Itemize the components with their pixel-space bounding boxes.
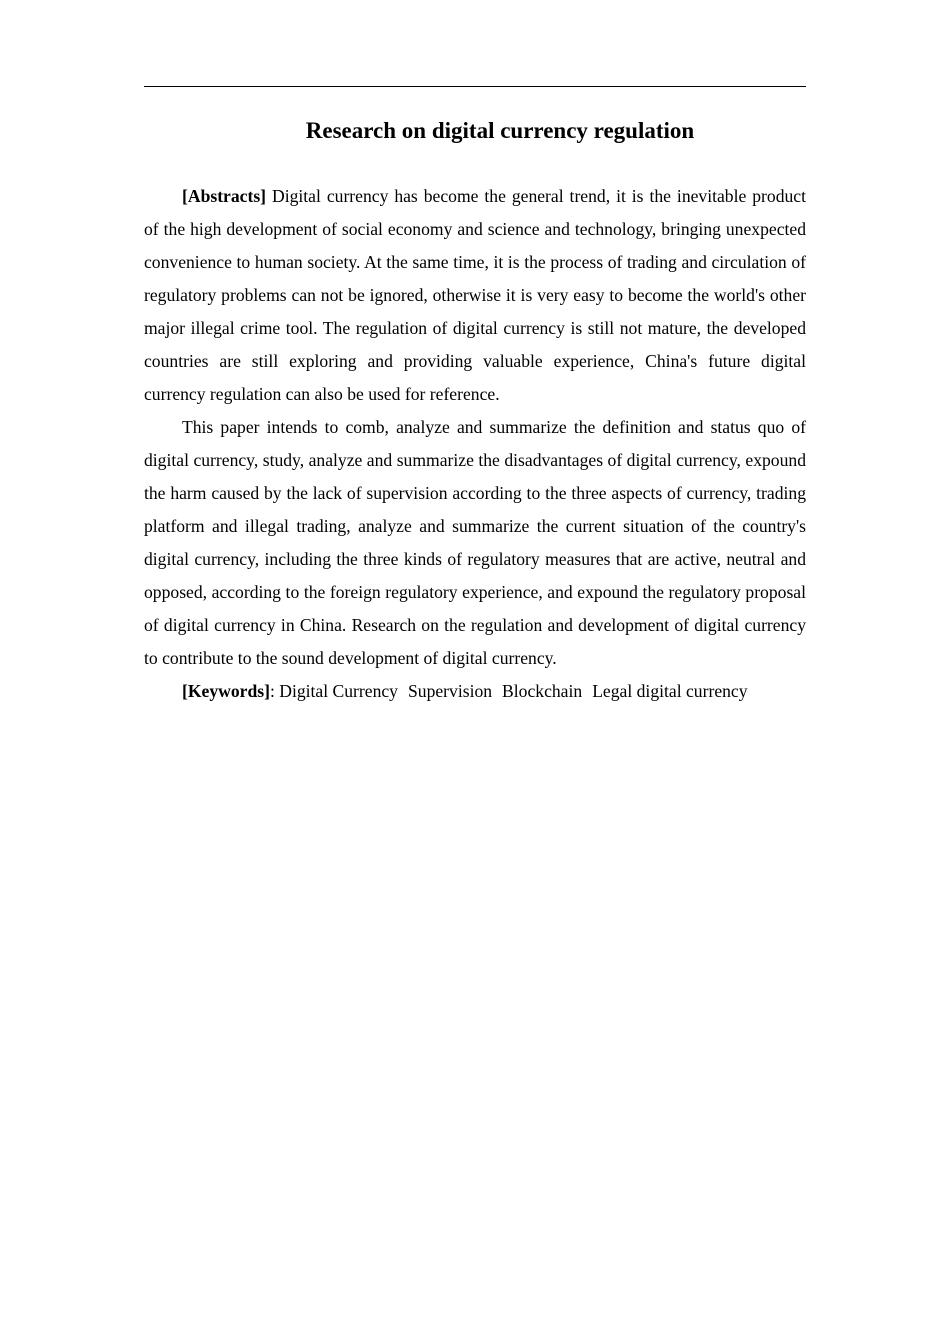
abstract-paragraph-1 bbox=[144, 180, 806, 411]
abstract-section bbox=[144, 180, 806, 708]
abstract-label: [Abstracts] bbox=[182, 186, 267, 206]
keyword: Legal digital currency bbox=[592, 681, 748, 701]
keyword: Blockchain bbox=[502, 681, 583, 701]
abstract-paragraph-1-text: Digital currency has become the general trend, it is the inevitable product of the high development of social economy and science and technology, bringing unexpected convenience to human society. At the same time, it is the process of trading and circulation of regulatory problems can not be ignored, otherwise it is very easy to become the world's other major illegal crime tool. The regulation of digital currency is still not mature, the developed countries are still exploring and providing valuable experience, China's future digital currency regulation can also be used for reference. bbox=[144, 186, 806, 404]
keywords-separator: : bbox=[269, 681, 275, 701]
document-page bbox=[144, 0, 806, 1344]
keyword: Supervision bbox=[407, 681, 493, 701]
keywords-line bbox=[144, 675, 806, 708]
header-rule bbox=[144, 86, 806, 87]
keywords-label: [Keywords] bbox=[182, 681, 270, 701]
document-title: Research on digital currency regulation bbox=[305, 118, 695, 143]
abstract-paragraph-2: This paper intends to comb, analyze and summarize the definition and status quo of digital currency, study, analyze and summarize the disadvantages of digital currency, expound the harm caused by the lack of supervision according to the three aspects of currency, trading platform and illegal trading, analyze and summarize the current situation of the country's digital currency, including the three kinds of regulatory measures that are active, neutral and opposed, according to the foreign regulatory experience, and expound the regulatory proposal of digital currency in China. Research on the regulation and development of digital currency to contribute to the sound development of digital currency. bbox=[144, 417, 806, 668]
keyword: Digital Currency bbox=[279, 681, 398, 701]
